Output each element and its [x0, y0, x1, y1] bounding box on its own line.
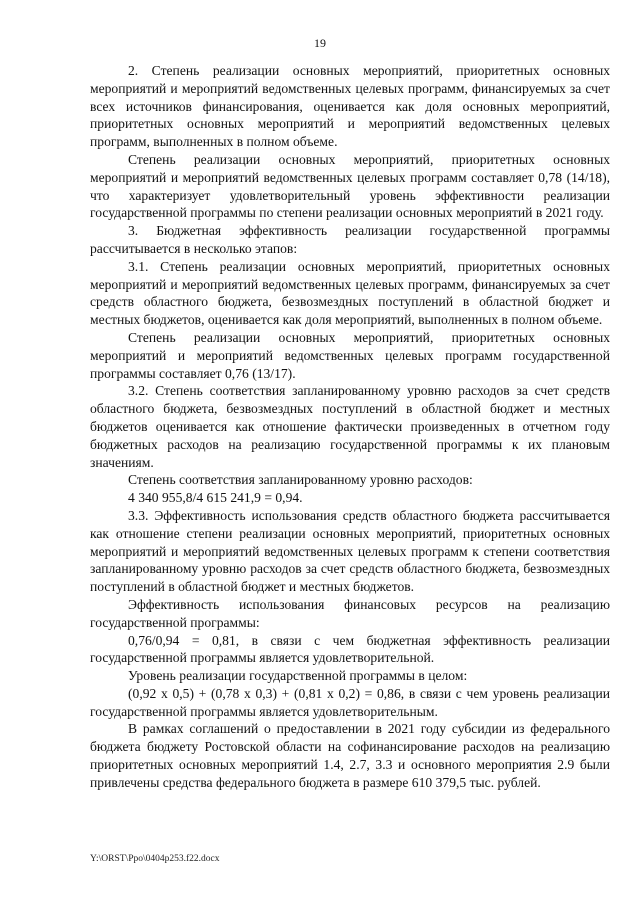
- paragraph: Степень реализации основных мероприятий, приоритетных основных мероприятий и мероприятий ведомственных целевых программ государственной программы составляет 0,76 (13/17).: [90, 329, 610, 381]
- paragraph: 3.3. Эффективность использования средств областного бюджета рассчитывается как отношение степени реализации основных мероприятий, приоритетных основных мероприятий и мероприятий ведомственных целевых программ к степени соответствия запланированному уровню расходов за счет средств областного бюджета, безвозмездных поступлений в областной бюджет и местных бюджетов.: [90, 507, 610, 595]
- paragraph: 0,76/0,94 = 0,81, в связи с чем бюджетная эффективность реализации государственной программы является удовлетворительной.: [90, 632, 610, 666]
- paragraph: 2. Степень реализации основных мероприятий, приоритетных основных мероприятий и мероприятий ведомственных целевых программ, финансируемых за счет всех источников финансирования, оценивается как доля основных мероприятий, приоритетных основных мероприятий и мероприятий ведомственных целевых программ, выполненных в полном объеме.: [90, 63, 610, 150]
- paragraph: Степень реализации основных мероприятий, приоритетных основных мероприятий и мероприятий ведомственных целевых программ составляет 0,78 (14/18), что характеризует удовлетворительный уровень эффективности реализации государственной программы по степени реализации основных мероприятий в 2021 году.: [90, 151, 610, 221]
- paragraph: В рамках соглашений о предоставлении в 2021 году субсидии из федерального бюджета бюджету Ростовской области на софинансирование расходов на реализацию приоритетных основных мероприятий 1.4, 2.7, 3.3 и основного мероприятия 2.9 были привлечены средства федерального бюджета в размере 610 379,5 тыс. рублей.: [90, 721, 610, 790]
- paragraph: (0,92 х 0,5) + (0,78 х 0,3) + (0,81 х 0,2) = 0,86, в связи с чем уровень реализации государственной программы является удовлетворительным.: [90, 685, 610, 719]
- paragraph: 3. Бюджетная эффективность реализации государственной программы рассчитывается в несколько этапов:: [90, 223, 610, 256]
- paragraph: Степень соответствия запланированному уровню расходов:: [128, 472, 473, 488]
- formula: 4 340 955,8/4 615 241,9 = 0,94.: [128, 490, 303, 506]
- paragraph: Эффективность использования финансовых ресурсов на реализацию государственной программы:: [90, 596, 610, 630]
- paragraph: 3.2. Степень соответствия запланированному уровню расходов за счет средств областного бюджета, безвозмездных поступлений в областной бюджет и местных бюджетов оценивается как отношение фактически произведенных в отчетном году бюджетных расходов на реализацию государственной программы к их плановым значениям.: [90, 383, 610, 470]
- paragraph: 3.1. Степень реализации основных мероприятий, приоритетных основных мероприятий и мероприятий ведомственных целевых программ, финансируемых за счет средств областного бюджета, безвозмездных поступлений в областной бюджет и местных бюджетов, оценивается как доля мероприятий, выполненных в полном объеме.: [90, 258, 610, 328]
- paragraph: Уровень реализации государственной программы в целом:: [128, 668, 468, 684]
- page-number: 19: [314, 36, 326, 50]
- footer-file-path: Y:\ORST\Ppo\0404p253.f22.docx: [90, 854, 220, 864]
- document-body: [90, 62, 610, 792]
